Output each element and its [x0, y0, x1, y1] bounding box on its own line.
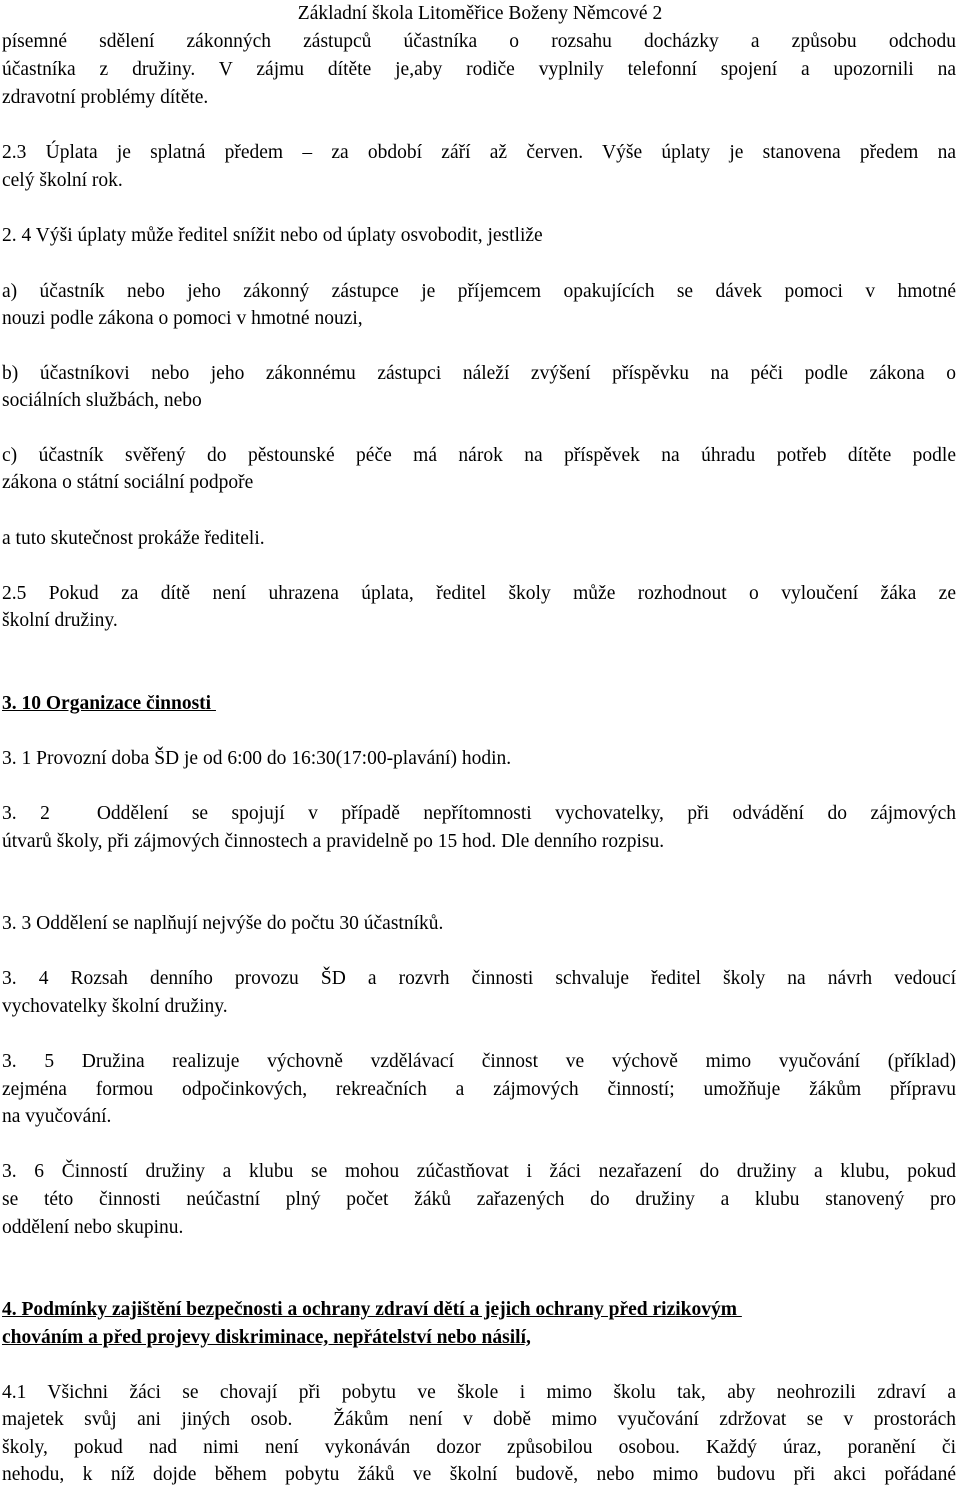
paragraph-3-2-line-2: útvarů školy, při zájmových činnostech a pravidelně po 15 hod. Dle denního rozpisu.	[2, 831, 665, 852]
item-b-line-1: b) účastníkovi nebo jeho zákonnému zástupci náleží zvýšení příspěvku na péči podle zákona o	[2, 363, 956, 384]
paragraph-2-3-line-1: 2.3 Úplata je splatná předem – za období září až červen. Výše úplaty je stanovena předem na	[2, 142, 956, 163]
paragraph-3-6-line-3: oddělení nebo skupinu.	[2, 1217, 184, 1238]
paragraph-3-4-line-1: 3. 4 Rozsah denního provozu ŠD a rozvrh činnosti schvaluje ředitel školy na návrh vedoucí	[2, 968, 956, 989]
item-c-line-2: zákona o státní sociální podpoře	[2, 472, 254, 493]
item-a-line-1: a) účastník nebo jeho zákonný zástupce je příjemcem opakujících se dávek pomoci v hmotné	[2, 281, 956, 302]
section-3-heading: 3. 10 Organizace činnosti	[2, 693, 216, 714]
paragraph-4-1-line-4: nehodu, k níž dojde během pobytu žáků ve školní budově, nebo mimo budovu při akci pořádané	[2, 1464, 956, 1485]
section-4-heading-line-2: chováním a před projevy diskriminace, nepřátelství nebo násilí,	[2, 1327, 531, 1348]
intro-line-1: písemné sdělení zákonných zástupců účastníka o rozsahu docházky a způsobu odchodu	[2, 31, 956, 52]
paragraph-3-5-line-3: na vyučování.	[2, 1106, 112, 1127]
paragraph-2-5-line-2: školní družiny.	[2, 610, 118, 631]
proof-line: a tuto skutečnost prokáže řediteli.	[2, 528, 265, 549]
section-4-heading-line-1: 4. Podmínky zajištění bezpečnosti a ochrany zdraví dětí a jejich ochrany před rizikovým	[2, 1299, 742, 1320]
paragraph-3-5-line-2: zejména formou odpočinkových, rekreačních a zájmových činností; umožňuje žákům přípravu	[2, 1079, 956, 1100]
paragraph-3-3: 3. 3 Oddělení se naplňují nejvýše do počtu 30 účastníků.	[2, 913, 444, 934]
paragraph-4-1-line-2: majetek svůj ani jiných osob. Žákům není v době mimo vyučování zdržovat se v prostorách	[2, 1409, 956, 1430]
intro-line-3: zdravotní problémy dítěte.	[2, 87, 209, 108]
paragraph-3-6-line-1: 3. 6 Činností družiny a klubu se mohou zúčastňovat i žáci nezařazení do družiny a klubu, pokud	[2, 1161, 956, 1182]
paragraph-2-5-line-1: 2.5 Pokud za dítě není uhrazena úplata, ředitel školy může rozhodnout o vyloučení žáka ze	[2, 583, 956, 604]
paragraph-4-1-line-3: školy, pokud nad nimi není vykonáván dozor způsobilou osobou. Každý úraz, poranění či	[2, 1437, 956, 1458]
paragraph-3-6-line-2: se této činnosti neúčastní plný počet žáků zařazených do družiny a klubu stanovený pro	[2, 1189, 956, 1210]
paragraph-3-1: 3. 1 Provozní doba ŠD je od 6:00 do 16:30(17:00-plavání) hodin.	[2, 748, 512, 769]
item-c-line-1: c) účastník svěřený do pěstounské péče má nárok na příspěvek na úhradu potřeb dítěte podle	[2, 445, 956, 466]
paragraph-2-3-line-2: celý školní rok.	[2, 170, 123, 191]
page-header: Základní škola Litoměřice Boženy Němcové 2	[297, 3, 663, 24]
paragraph-3-5-line-1: 3. 5 Družina realizuje výchovně vzdělávací činnost ve výchově mimo vyučování (příklad)	[2, 1051, 956, 1072]
paragraph-3-4-line-2: vychovatelky školní družiny.	[2, 996, 228, 1017]
item-a-line-2: nouzi podle zákona o pomoci v hmotné nouzi,	[2, 308, 363, 329]
paragraph-2-4: 2. 4 Výši úplaty může ředitel snížit nebo od úplaty osvobodit, jestliže	[2, 225, 543, 246]
paragraph-3-2-line-1: 3. 2 Oddělení se spojují v případě nepřítomnosti vychovatelky, při odvádění do zájmových	[2, 803, 956, 824]
item-b-line-2: sociálních službách, nebo	[2, 390, 202, 411]
paragraph-4-1-line-1: 4.1 Všichni žáci se chovají při pobytu ve škole i mimo školu tak, aby neohrozili zdraví a	[2, 1382, 956, 1403]
intro-line-2: účastníka z družiny. V zájmu dítěte je,aby rodiče vyplnily telefonní spojení a upozornili na	[2, 59, 956, 80]
